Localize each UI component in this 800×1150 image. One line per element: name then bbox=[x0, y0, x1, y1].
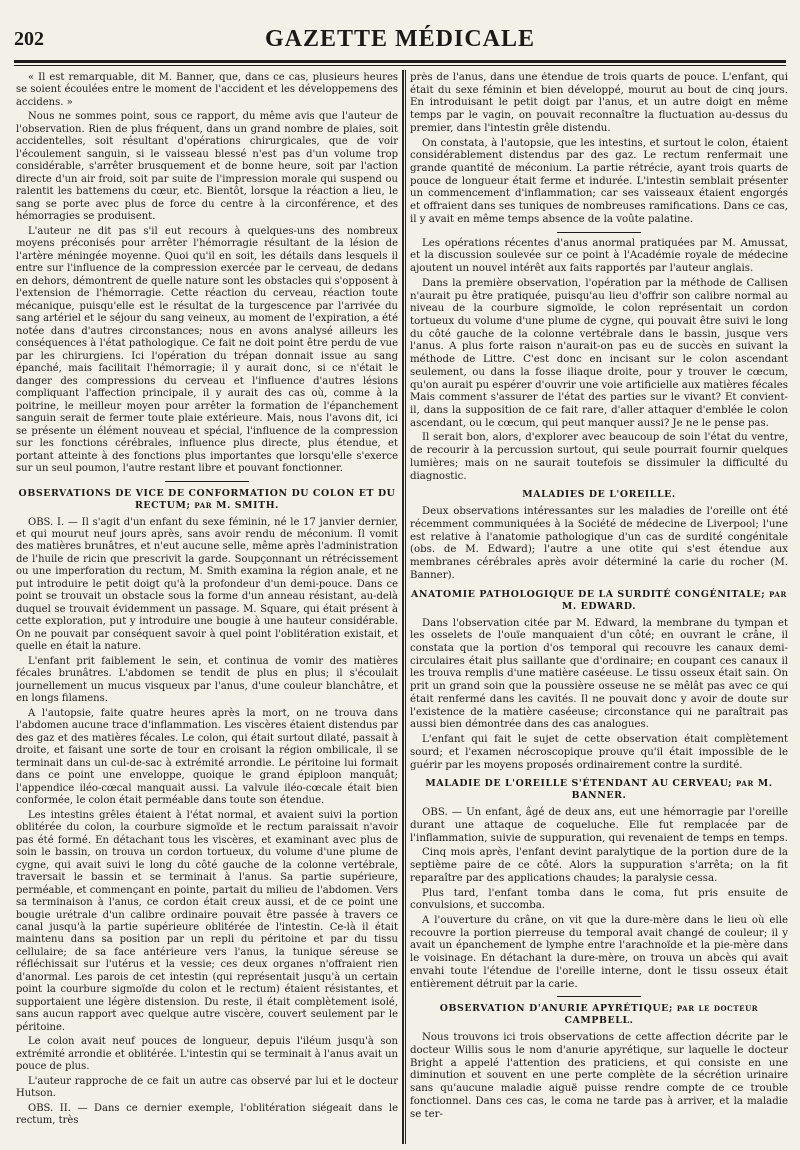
right-paragraph-9: OBS. — Un enfant, âgé de deux ans, eut une hémorragie par l'oreille durant une attaque de coqueluche. Elle fut remplacée par de l'inflammation, suivie de suppuration, qui revenaient de temps en temps. bbox=[410, 807, 788, 844]
right-paragraph-1: près de l'anus, dans une étendue de trois quarts de pouce. L'enfant, qui était du sexe féminin et bien développé, mourut au bout de cinq jours. En introduisant le petit doigt par l'anus, et un autre doigt en même temps par le vagin, on pouvait reconnaître la fluctuation au-dessus du premier, dans l'intestin grêle distendu. bbox=[410, 72, 788, 134]
journal-title: GAZETTE MÉDICALE bbox=[264, 26, 536, 52]
left-paragraph-6: A l'autopsie, faite quatre heures après la mort, on ne trouva dans l'abdomen aucune trace d'inflammation. Les viscères étaient distendus par des gaz et des matières fécales. Le colon, qui était surtout dilaté, passait à droite, et faisant une sorte de tour en croisant la région ombilicale, il se terminait dans un cul-de-sac à extrémité arrondie. Le péritoine lui formait dans ce point une enveloppe, quoique le grand épiploon manquât; l'appendice iléo-cœcal manquait aussi. La valvule iléo-cœcale était bien conformée, le colon était perméable dans toute son étendue. bbox=[16, 707, 398, 807]
header-rule-thin bbox=[14, 65, 786, 66]
right-paragraph-5: Il serait bon, alors, d'explorer avec beaucoup de soin l'état du ventre, de recourir à la percussion surtout, qui seule pourrait fournir quelques lumières; mais on ne saurait toutefois se dissimuler la difficulté du diagnostic. bbox=[410, 432, 788, 482]
right-paragraph-7: Dans l'observation citée par M. Edward, la membrane du tympan et les osselets de l'ouïe manquaient d'un côté; en ouvrant le crâne, il constata que la portion d'os temporal qui recouvre les canaux demi-circulaires était plus saillante que d'ordinaire; en coupant ces canaux il les trouva remplis d'une matière caséeuse. Le tissu osseux était sain. On prit un grand soin que la poussière osseuse ne se mêlât pas avec ce qui était renfermé dans les cavités. Il ne pouvait donc y avoir de doute sur l'existence de la matière caséeuse; circonstance qui ne paraîtrait pas aussi bien démontrée dans des cas analogues. bbox=[410, 617, 788, 731]
heading-surdite-congenitale: ANATOMIE PATHOLOGIQUE DE LA SURDITÉ CONGÉNITALE; par M. EDWARD. bbox=[411, 588, 787, 612]
heading-maladies-oreille: MALADIES DE L'OREILLE. bbox=[522, 489, 676, 501]
left-paragraph-4: OBS. I. — Il s'agit d'un enfant du sexe féminin, né le 17 janvier dernier, et qui mourut neuf jours après, sans avoir rendu de méconium. Il vomit des matières brunâtres, et n'eut aucune selle, même après l'administration de l'huile de ricin que prescrivit la garde. Soupçonnant un rétrécissement ou une imperforation du rectum, M. Smith examina la région anale, et ne put introduire le petit doigt qu'à la profondeur d'un demi-pouce. Dans ce point se trouvait un obstacle sous la forme d'un anneau résistant, au-delà duquel se trouvait évidemment un passage. M. Square, qui était présent à cette exploration, put y introduire une bougie à une hauteur considérable. On ne pouvait par conséquent savoir à quel point l'oblitération existait, et quelle en était la nature. bbox=[16, 516, 398, 653]
section-separator bbox=[557, 232, 640, 233]
section-separator bbox=[557, 996, 640, 997]
right-paragraph-10: Cinq mois après, l'enfant devint paralytique de la portion dure de la septième paire de ce côté. Alors la suppuration s'arrêta; on la fit reparaître par des applications chaudes; la paralysie cessa. bbox=[410, 847, 788, 884]
header-rule-thick bbox=[14, 60, 786, 63]
right-paragraph-4: Dans la première observation, l'opération par la méthode de Callisen n'aurait pu être pratiquée, puisqu'au lieu d'offrir son calibre normal au niveau de la courbure sigmoïde, le colon représentait un cordon tortueux du volume d'une plume de cygne, qui pouvait être suivi le long du côté gauche de la colonne vertébrale dans le bassin, jusque vers l'anus. A plus forte raison n'aurait-on pas eu de succès en suivant la méthode de Littre. C'est donc en incisant sur le colon ascendant seulement, ou dans la fosse iliaque droite, pour y trouver le cœcum, qu'on aurait pu espérer d'ouvrir une voie artificielle aux matières fécales Mais comment s'assurer de l'état des parties sur le vivant? Et convient-il, dans la supposition de ce fait rare, d'aller attaquer d'emblée le colon ascendant, ou le cœcum, qui peut manquer aussi? Je ne le pense pas. bbox=[410, 277, 788, 429]
masthead bbox=[14, 22, 786, 62]
column-divider-inner bbox=[405, 70, 406, 1144]
left-paragraph-10: OBS. II. — Dans ce dernier exemple, l'oblitération siégeait dans le rectum, très bbox=[16, 1102, 398, 1127]
left-paragraph-3: L'auteur ne dit pas s'il eut recours à quelques-uns des nombreux moyens préconisés pour arrêter l'hémorragie résultant de la lésion de l'artère méningée moyenne. Quoi qu'il en soit, les détails dans lesquels il entre sur l'influence de la compression exercée par le cerveau, de dedans en dehors, démontrent de quelle nature sont les obstacles qui s'opposent à l'extension de l'hémorragie. Cette réaction du cerveau, réaction toute mécanique, puisqu'elle est le résultat de la turgescence par l'arrivée du sang artériel et le séjour du sang veineux, au moment de l'expiration, a été notée dans d'autres circonstances; nous en avons analysé ailleurs les conséquences à l'état pathologique. Ce fait ne doit point être perdu de vue par les chirurgiens. Ici l'opération du trépan donnait issue au sang épanché, mais facilitait l'hémorragie; il y aurait donc, si ce n'était le danger des compressions du cerveau et l'influence d'autres lésions compliquant l'affection principale, il y aurait des cas où, comme à la poitrine, le meilleur moyen pour arrêter la formation de l'épanchement sanguin serait de fermer toute plaie extérieure. Mais, nous l'avons dit, ici se présente un élément nouveau et spécial, l'influence de la compression sur les fonctions cérébrales, influence plus directe, plus étendue, et portant atteinte à des fonctions plus importantes que lorsqu'elle s'exerce sur un seul poumon, l'autre restant libre et pouvant fonctionner. bbox=[16, 225, 398, 475]
right-paragraph-6: Deux observations intéressantes sur les maladies de l'oreille ont été récemment communiquées à la Société de médecine de Liverpool; l'une est relative à l'anatomie pathologique d'un cas de surdité congénitale (obs. de M. Edward); l'autre a une otite qui s'est étendue aux membranes cérébrales après avoir déterminé la carie du rocher (M. Banner). bbox=[410, 506, 788, 581]
heading-anurie: OBSERVATION D'ANURIE APYRÉTIQUE; par le docteur CAMPBELL. bbox=[439, 1003, 759, 1027]
right-paragraph-12: A l'ouverture du crâne, on vit que la dure-mère dans le lieu où elle recouvre la portion pierreuse du temporal avait changé de couleur; il y avait un épanchement de lymphe entre l'arachnoïde et la pie-mère dans le voisinage. En détachant la dure-mère, on trouva un abcès qui avait envahi toute l'étendue de l'oreille interne, dont le tissu osseux était entièrement détruit par la carie. bbox=[410, 914, 788, 990]
right-paragraph-3: Les opérations récentes d'anus anormal pratiquées par M. Amussat, et la discussion soulevée sur ce point à l'Académie royale de médecine ajoutent un nouvel intérêt aux faits rapportés par l'auteur anglais. bbox=[410, 237, 788, 275]
right-paragraph-13: Nous trouvons ici trois observations de cette affection décrite par le docteur Willis sous le nom d'anurie apyrétique, sur laquelle le docteur Bright a appelé l'attention des praticiens, et qui consiste en une diminution et souvent en une perte complète de la sécrétion urinaire sans qu'aucune maladie aiguë puisse rendre compte de ce trouble fonctionnel. Dans ces cas, le coma ne tarde pas à arriver, et la maladie se ter- bbox=[410, 1032, 788, 1120]
left-paragraph-1: « Il est remarquable, dit M. Banner, que, dans ce cas, plusieurs heures se soient écoulées entre le moment de l'accident et les développemens des accidens. » bbox=[16, 72, 398, 108]
left-column bbox=[16, 72, 398, 1144]
left-paragraph-2: Nous ne sommes point, sous ce rapport, du même avis que l'auteur de l'observation. Rien de plus fréquent, dans un grand nombre de plaies, soit accidentelles, soit résultant d'opérations chirurgicales, que de voir l'écoulement sanguin, si le vaisseau blessé n'est pas d'un volume trop considérable, s'arrêter brusquement et de bonne heure, soit par l'action directe d'un air froid, soit par suite de l'impression morale qui suspend ou ralentit les battemens du cœur, etc. Bientôt, lorsque la réaction a lieu, le sang se porte avec plus de force du centre à la circonférence, et des hémorragies se produisent. bbox=[16, 111, 398, 223]
left-paragraph-5: L'enfant prit faiblement le sein, et continua de vomir des matières fécales brunâtres. L'abdomen se tendit de plus en plus; il s'écoulait journellement un mucus visqueux par l'anus, d'une couleur blanchâtre, et en longs filamens. bbox=[16, 655, 398, 705]
left-paragraph-8: Le colon avait neuf pouces de longueur, depuis l'iléum jusqu'à son extrémité arrondie et oblitérée. L'intestin qui se terminait à l'anus avait un pouce de plus. bbox=[16, 1036, 398, 1073]
page-number: 202 bbox=[14, 28, 44, 50]
right-paragraph-8: L'enfant qui fait le sujet de cette observation était complètement sourd; et l'examen nécroscopique prouve qu'il était impossible de le guérir par les moyens proposés ordinairement contre la surdité. bbox=[410, 734, 788, 771]
heading-oreille-cerveau: MALADIE DE L'OREILLE S'ÉTENDANT AU CERVEAU; par M. BANNER. bbox=[425, 778, 773, 802]
right-paragraph-2: On constata, à l'autopsie, que les intestins, et surtout le colon, étaient considérablement distendus par des gaz. Le rectum renfermait une grande quantité de méconium. La partie rétrécie, ayant trois quarts de pouce de longueur était ferme et indurée. L'intestin semblait présenter un commencement d'inflammation; car ses vaisseaux étaient engorgés et offraient dans ses tuniques de nombreuses ramifications. Dans ce cas, il y avait en même temps absence de la voûte palatine. bbox=[410, 137, 788, 225]
column-divider bbox=[402, 70, 404, 1144]
section-separator bbox=[165, 481, 249, 482]
right-column bbox=[410, 72, 788, 1144]
right-paragraph-11: Plus tard, l'enfant tomba dans le coma, fut pris ensuite de convulsions, et succomba. bbox=[410, 887, 788, 912]
heading-colon-rectum: OBSERVATIONS DE VICE DE CONFORMATION DU COLON ET DU RECTUM; par M. SMITH. bbox=[18, 487, 396, 511]
left-paragraph-9: L'auteur rapproche de ce fait un autre cas observé par lui et le docteur Hutson. bbox=[16, 1075, 398, 1100]
left-paragraph-7: Les intestins grêles étaient à l'état normal, et avaient suivi la portion oblitérée du colon, la courbure sigmoïde et le rectum paraissait n'avoir pas été formé. En détachant tous les viscères, et examinant avec plus de soin le bassin, on trouva un cordon tortueux, du volume d'une plume de cygne, qui avait suivi le long du côté gauche de la colonne vertébrale, traversait le bassin et se terminait à l'anus. Sa partie supérieure, perméable, et commençant en pointe, partait du milieu de l'abdomen. Vers sa terminaison à l'anus, ce cordon était creux aussi, et de ce point une bougie urétrale d'un calibre ordinaire pouvait être passée à travers ce canal jusqu'à la partie supérieure oblitérée de l'intestin. Ce-là il était maintenu dans sa position par un repli du péritoine et par du tissu cellulaire; de sa face antérieure vers l'anus, la tunique séreuse se réfléchissait sur l'utérus et la vessie; ces deux organes n'offraient rien d'anormal. Les parois de cet intestin (qui représentait jusqu'à un certain point la courbure sigmoïde du colon et le rectum) étaient résistantes, et supportaient une légère distension. Du reste, il était complètement isolé, sans aucun rapport avec quelque autre viscère, couvert seulement par le péritoine. bbox=[16, 809, 398, 1033]
